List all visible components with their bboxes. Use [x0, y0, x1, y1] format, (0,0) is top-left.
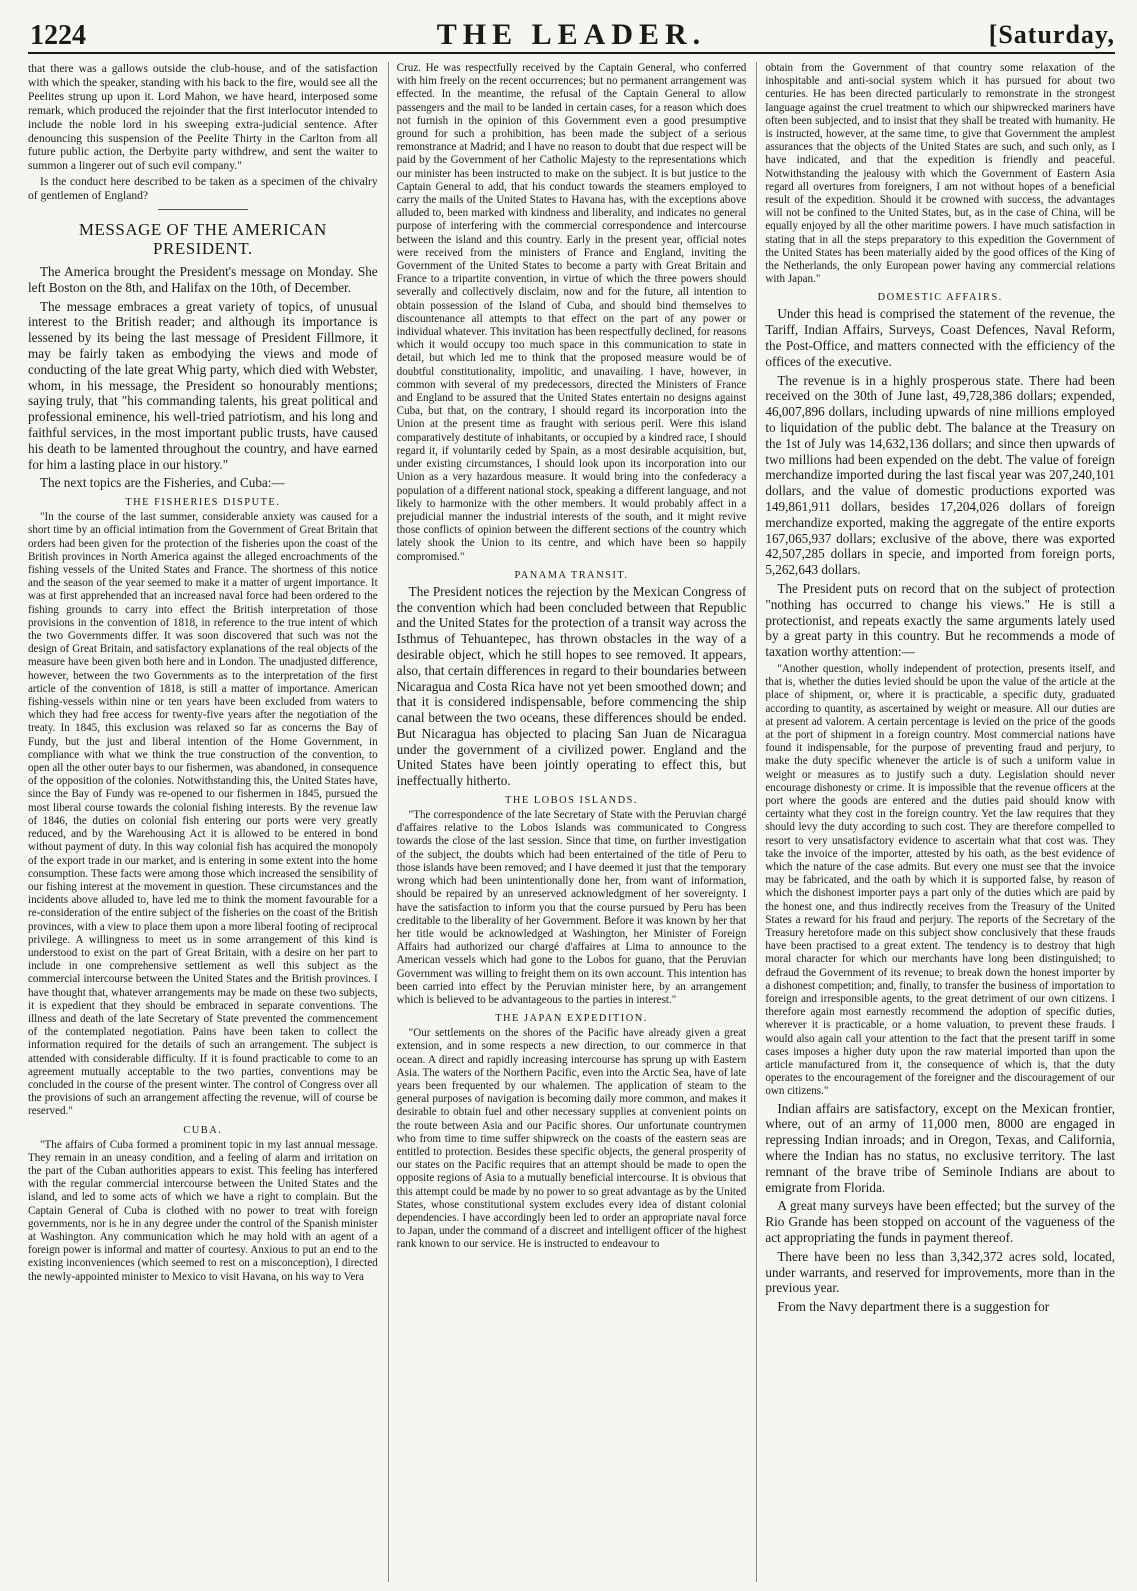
paragraph: The next topics are the Fisheries, and Cuba:—: [40, 475, 285, 491]
article-headline: MESSAGE OF THE AMERICAN PRESIDENT.: [78, 220, 327, 259]
quoted-paragraph: "Our settlements on the shores of the Pacific have already given a great extension, and in some respects a new direction, to our commerce in that ocean. A direct and rapidly increasing intercourse has sprung up with Eastern Asia. The waters of the Northern Pacific, even into the Arctic Sea, have of late years been frequented by our whalemen. The application of steam to the general purposes of navigation is becoming daily more common, and makes it desirable to obtain fuel and other necessary supplies at convenient points on the route between Asia and our Pacific shores. Our unfortunate countrymen who from time to time suffer shipwreck on the coasts of the eastern seas are entitled to protection. Besides these specific objects, the general prosperity of our states on the Pacific requires that an attempt should be made to open the opposite regions of Asia to a mutually beneficial intercourse. It is obvious that this attempt could be made by no power to so great advantage as by the United States, whose constitutional system excludes every idea of distant colonial dependencies. I have accordingly been led to order an appropriate naval force to Japan, under the command of a discreet and intelligent officer of the highest rank known to our service. He is instructed to endeavour to: [396, 1027, 747, 1251]
section-heading: THE FISHERIES DISPUTE.: [125, 497, 281, 509]
page-number: 1224: [30, 20, 86, 51]
section-heading: THE JAPAN EXPEDITION.: [495, 1013, 648, 1025]
paragraph: The President puts on record that on the subject of protection "nothing has occurred to change his views." He is still a protectionist, and repeats exactly the same arguments lately used by a great party in this country. But he recommends a mode of taxation worthy attention:—: [765, 581, 1116, 660]
paragraph: The revenue is in a highly prosperous state. There had been received on the 30th of June last, 49,728,386 dollars; expended, 46,007,896 dollars, including upwards of nine millions employed to liquidation of the public debt. The balance at the Treasury on the 1st of July was 14,632,136 dollars; and since then upwards of two millions had been expended on the debt. The value of foreign merchandize imported during the last fiscal year was 207,240,101 dollars, and the value of domestic productions exported was 149,861,911 dollars, besides 17,204,026 dollars of foreign merchandize exported, making the aggregate of the entire exports 167,065,937 dollars; exclusive of the above, there was exported 42,507,285 dollars in specie, and imported from foreign ports, 5,262,643 dollars.: [765, 372, 1116, 578]
section-heading: DOMESTIC AFFAIRS.: [877, 292, 1003, 304]
column-1: [28, 62, 378, 1582]
column-2: [388, 62, 747, 1582]
column-3: [756, 62, 1115, 1582]
quoted-paragraph: "In the course of the last summer, considerable anxiety was caused for a short time by an official intimation from the Government of Great Britain that orders had been given for the protection of the fisheries upon the coast of the British provinces in North America against the alleged encroachments of the fishing vessels of the United States and France. The shortness of this notice and the season of the year seemed to make it a matter of urgent importance. It was at first apprehended that an increased naval force had been ordered to the fishing grounds to carry into effect the British interpretation of those provisions in the convention of 1818, in reference to the true intent of which the two Governments differ. It was soon discovered that such was not the design of Great Britain, and satisfactory explanations of the real objects of the measure have been given both here and in London. The unadjusted difference, however, between the two Governments as to the interpretation of the first article of the convention of 1818, is still a matter of importance. American fishing-vessels within nine or ten years have been excluded from waters to which they had free access for twenty-five years after the negotiation of the treaty. In 1845, this exclusion was relaxed so far as concerns the Bay of Fundy, but the just and liberal intention of the Home Government, in compliance with what we think the true construction of the convention, to open all the other outer bays to our fishermen, was abandoned, in consequence of the opposition of the colonies. Notwithstanding this, the United States have, since the Bay of Fundy was re-opened to our fishermen in 1845, pursued the most liberal course towards the colonial fishing interests. By the revenue law of 1846, the duties on colonial fish entering our ports were very greatly reduced, and by the Warehousing Act it is allowed to be entered in bond without payment of duty. In this way colonial fish has acquired the monopoly of the export trade in our market, and is entering in some extent into the home consumption. These facts were among those which increased the sensibility of our fishing interest at the movement in question. These circumstances and the incidents above alluded to, have led me to think the moment favourable for a re-consideration of the entire subject of the fisheries on the coast of the British provinces, with a view to place them upon a more liberal footing of reciprocal privilege. A willingness to meet us in some arrangement of this kind is understood to exist on the part of Great Britain, with a desire on her part to include in one comprehensive settlement as well this subject as the commercial intercourse between the United States and the British provinces. I have thought that, whatever arrangements may be made on these two subjects, it is expedient that they should be embraced in separate conventions. The illness and death of the late Secretary of State prevented the commencement of the contemplated negotiation. Pains have been taken to collect the information required for the details of such an arrangement. The subject is attended with considerable difficulty. If it is found practicable to come to an agreement mutually acceptable to the two parties, conventions may be concluded in the course of the present winter. The control of Congress over all the provisions of such an arrangement affecting the revenue, will of course be reserved.": [28, 511, 378, 1118]
quoted-paragraph: "The correspondence of the late Secretary of State with the Peruvian chargé d'affaires relative to the Lobos Islands was communicated to Congress towards the close of the last session. Since that time, on further investigation of the subject, the doubts which had been entertained of the title of Peru to those islands have been removed; and I have deemed it just that the temporary wrong which had been unintentionally done her, from want of information, should be repaired by an unreserved acknowledgment of her sovereignty. I have the satisfaction to inform you that the course pursued by Peru has been creditable to the liberality of her Government. Before it was known by her that her title would be acknowledged at Washington, her Minister of Foreign Affairs had authorized our chargé d'affaires at Lima to announce to the American vessels which had gone to the Lobos for guano, that the Peruvian Government was willing to freight them on its own account. This intention has been carried into effect by the Peruvian minister here, by an arrangement which is believed to be advantageous to the parties in interest.": [396, 809, 747, 1006]
paragraph: A great many surveys have been effected; but the survey of the Rio Grande has been stopped on account of the vagueness of the act appropriating the funds in payment thereof.: [765, 1198, 1116, 1246]
quoted-paragraph: Cruz. He was respectfully received by the Captain General, who conferred with him freely on the recent occurrences; but no permanent arrangement was effected. In the meantime, the refusal of the Captain General to allow passengers and the mail to be landed in certain cases, for a reason which does not furnish in the opinion of this Government even a good presumptive ground for such a prohibition, has been made the subject of a serious remonstrance at Madrid; and I have no reason to doubt that due respect will be paid by the Government of her Catholic Majesty to the representations which our minister has been instructed to make on the subject. It is but justice to the Captain General to add, that his conduct towards the steamers employed to carry the mails of the United States to Havana has, with the exceptions above alluded to, been marked with kindness and liberality, and indicates no general purpose of interfering with the commercial correspondence and intercourse between the island and this country. Early in the present year, official notes were received from the ministers of France and England, inviting the Government of the United States to become a party with Great Britain and France to a tripartite convention, in virtue of which the three powers should severally and collectively disclaim, now and for the future, all intention to obtain possession of the Island of Cuba, and should bind themselves to discountenance all attempts to that effect on the part of any power or individual whatever. This invitation has been respectfully declined, for reasons which it would occupy too much space in this communication to state in detail, but which led me to think that the proposed measure would be of doubtful constitutionality, impolitic, and unavailing. I have, however, in common with several of my predecessors, directed the Ministers of France and England to be assured that the United States entertain no designs against Cuba, but that, on the contrary, I should regard its incorporation into the Union at the present time as fraught with serious peril. Were this island comparatively destitute of inhabitants, or occupied by a kindred race, I should regard it, if voluntarily ceded by Spain, as a most desirable acquisition, but, under existing circumstances, I should look upon its incorporation into our Union as a very hazardous measure. It would bring into the confederacy a population of a different national stock, speaking a different language, and not likely to harmonize with the other members. It would probably affect in a prejudicial manner the industrial interests of the south, and it might revive those conflicts of opinion between the different sections of the country which lately shook the Union to its centre, and which have been so happily compromised.": [396, 62, 747, 563]
paragraph: The President notices the rejection by the Mexican Congress of the convention which had been concluded between that Republic and the United States for the protection of a transit way across the Isthmus of Tehuantepec, has thrown obstacles in the way of a desirable object, which he still hopes to see removed. It appears, also, that certain differences in regard to their boundaries between Nicaragua and Costa Rica have not yet been smoothed down; and that it is considered indispensable, before commencing the ship canal between the two oceans, these differences should be ended. But Nicaragua has objected to placing San Juan de Nicaragua under the government of a civilized power. England and the United States have been jointly operating to effect this, but ineffectually hitherto.: [396, 583, 747, 789]
section-heading: PANAMA TRANSIT.: [514, 569, 629, 581]
paragraph: that there was a gallows outside the club-house, and of the satisfaction with which the speaker, standing with his back to the fire, would see all the Peelites strung up upon it. Lord Mahon, we have heard, interposed some remark, which produced the rejoinder that the first interlocutor intended to include the noble lord in his sweeping extra-judicial sentence. After denouncing this suspension of the Peelite Thirty in the Carlton from all future public action, the Derbyite party withdrew, and sent the waiter to summon a lingerer out of such evil company.": [28, 62, 378, 173]
section-heading: CUBA.: [183, 1124, 223, 1136]
paragraph: The America brought the President's message on Monday. She left Boston on the 8th, and Halifax on the 10th, of December.: [28, 264, 378, 295]
paragraph: From the Navy department there is a suggestion for: [777, 1299, 1050, 1315]
paragraph: There have been no less than 3,342,372 acres sold, located, under warrants, and reserved for improvements, more than in the previous year.: [765, 1248, 1116, 1296]
quoted-paragraph: obtain from the Government of that country some relaxation of the inhospitable and anti-social system which it has pursued for about two centuries. He has been directed particularly to remonstrate in the strongest language against the cruel treatment to which our shipwrecked mariners have often been subjected, and to insist that they shall be treated with humanity. He is instructed, however, at the same time, to give that Government the amplest assurances that the objects of the United States are such, and such only, as I have indicated, and that the expedition is friendly and peaceful. Notwithstanding the jealousy with which the Government of Eastern Asia regard all overtures from foreigners, I am not without hopes of a beneficial result of the expedition. Should it be crowned with success, the advantages will not be confined to the United States, but, as in the case of China, will be equally enjoyed by all the other maritime powers. I have much satisfaction in stating that in all the steps preparatory to this expedition the Government of the United States has been materially aided by the good offices of the King of the Netherlands, the only European power having any commercial relations with Japan.": [765, 62, 1116, 286]
section-heading: THE LOBOS ISLANDS.: [505, 795, 638, 807]
paragraph: The message embraces a great variety of topics, of unusual interest to the British reader; and although its importance is lessened by its being the last message of President Fillmore, it may be fairly taken as embodying the views and mode of conducting of the late great Whig party, which died with Webster, whom, in his message, the President so honourably mentions; saying truly, that "his commanding talents, his great political and professional eminence, his well-tried patriotism, and his long and faithful services, in the most important public trusts, have caused his death to be lamented throughout the country, and have earned for him a lasting place in our history.": [28, 298, 378, 472]
newspaper-title: THE LEADER.: [436, 18, 707, 51]
quoted-paragraph: "The affairs of Cuba formed a prominent topic in my last annual message. They remain in an uneasy condition, and a feeling of alarm and irritation on the part of the Cuban authorities appears to exist. This feeling has interfered with the regular commercial intercourse between the United States and the island, and led to some acts of which we have a right to complain. But the Captain General of Cuba is clothed with no power to treat with foreign governments, nor is he in any degree under the control of the Spanish minister at Washington. Any communication which he may hold with an agent of a foreign power is informal and matter of courtesy. Anxious to put an end to the existing inconveniences (which seemed to rest on a misconception), I directed the newly-appointed minister to Mexico to visit Havana, on his way to Vera: [28, 1138, 378, 1283]
paragraph: Is the conduct here described to be taken as a specimen of the chivalry of gentlemen of England?: [28, 175, 378, 203]
quoted-paragraph: "Another question, wholly independent of protection, presents itself, and that is, whether the duties levied should be upon the value of the article at the place of shipment, or, where it is practicable, a specific duty, graduated according to quantity, as ascertained by weight or measure. All our duties are at present ad valorem. A certain percentage is levied on the price of the goods at the port of shipment in a foreign country. Most commercial nations have found it indispensable, for the purpose of preventing fraud and perjury, to make the duty specific whenever the article is of such a uniform value in weight or measures as to justify such a duty. Legislation should never encourage dishonesty or crime. It is impossible that the revenue officers at the port where the goods are entered and the duties paid should know with certainty what they cost in the foreign country. Yet the law requires that they should levy the duty according to such cost. They are therefore compelled to resort to very unsatisfactory evidence to ascertain what that cost was. They take the invoice of the importer, attested by his oath, as the best evidence of which the nature of the case admits. But every one must see that the invoice may be fabricated, and the oath by which it is supported false, by reason of which the dishonest importer pays a part only of the duties which are paid by the honest one, and thus indirectly receives from the Treasury of the United States a reward for his fraud and perjury. The reports of the Secretary of the Treasury heretofore made on this subject show conclusively that these frauds have been practised to a great extent. The tendency is to destroy that high moral character for which our merchants have long been distinguished; to defraud the Government of its revenue; to break down the honest importer by a dishonest competition; and, finally, to transfer the business of importation to foreign and irresponsible agents, to the great detriment of our own citizens. I therefore again most earnestly recommend the adoption of specific duties, wherever it is practicable, or a home valuation, to prevent these frauds. I would also again call your attention to the fact that the present tariff in some cases imposes a higher duty upon the raw material imported than upon the article manufactured from it, the consequence of which is, that the duty operates to the encouragement of the foreigner and the discouragement of our own citizens.": [765, 662, 1116, 1098]
masthead: [28, 14, 1115, 54]
paragraph: Under this head is comprised the statement of the revenue, the Tariff, Indian Affairs, Surveys, Coast Defences, Naval Reform, the Post-Office, and matters connected with the efficiency of the offices of the executive.: [765, 306, 1116, 369]
divider: [158, 209, 248, 210]
issue-day: [Saturday,: [988, 20, 1115, 49]
paragraph: Indian affairs are satisfactory, except on the Mexican frontier, where, out of an army of 11,000 men, 8000 are engaged in repressing Indian inroads; and in Oregon, Texas, and California, where the Indian has no status, no exclusive territory. The last remnant of the brave tribe of Seminole Indians are about to emigrate from Florida.: [765, 1100, 1116, 1195]
article-columns: [28, 62, 1115, 1582]
